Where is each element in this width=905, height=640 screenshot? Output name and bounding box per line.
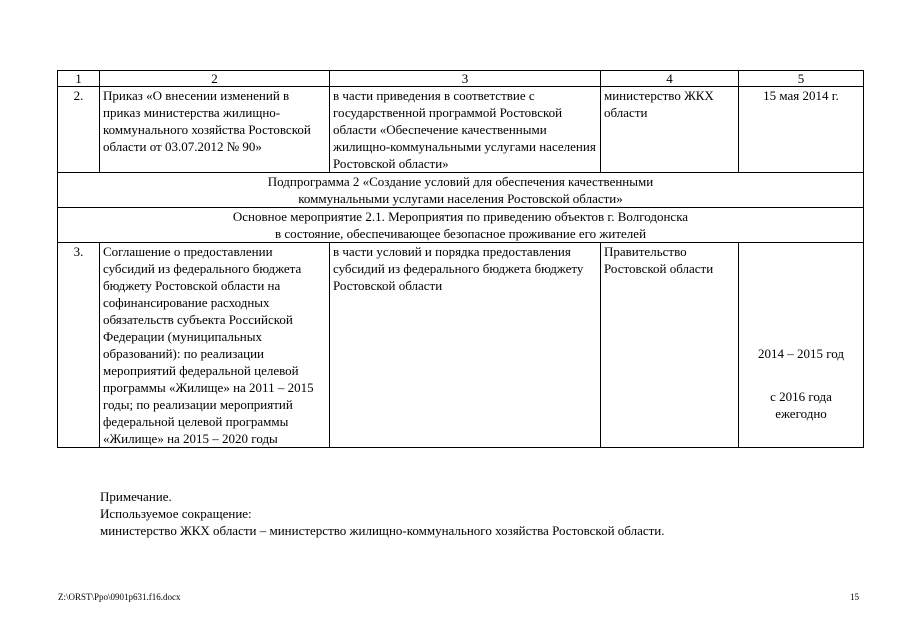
main-table xyxy=(57,70,864,448)
note-line-3: министерство ЖКХ области – министерство жилищно-коммунального хозяйства Ростовской области. xyxy=(100,523,665,538)
page-number: 15 xyxy=(850,592,859,602)
subprogram-title xyxy=(58,173,864,208)
subprogram-line-2: коммунальными услугами населения Ростовской области» xyxy=(298,191,623,206)
header-row xyxy=(58,71,864,87)
row-number: 3. xyxy=(58,243,100,448)
measure-title xyxy=(58,208,864,243)
note-line-2: Используемое сокращение: xyxy=(100,506,252,521)
subprogram-line-1: Подпрограмма 2 «Создание условий для обеспечения качественными xyxy=(267,174,654,189)
document-name: Приказ «О внесении изменений в приказ министерства жилищно-коммунального хозяйства Ростовской области от 03.07.2012 № 90» xyxy=(100,87,330,173)
table-row xyxy=(58,243,864,448)
col-header-4: 4 xyxy=(601,71,739,87)
document-scope: в части приведения в соответствие с государственной программой Ростовской области «Обеспечение качественными жилищно-коммунальными услугами населения Ростовской области» xyxy=(330,87,601,173)
subprogram-row xyxy=(58,173,864,208)
col-header-1: 1 xyxy=(58,71,100,87)
deadline-period: 2014 – 2015 год xyxy=(758,346,844,361)
measure-line-2: в состояние, обеспечивающее безопасное проживание его жителей xyxy=(274,226,647,241)
measure-line-1: Основное мероприятие 2.1. Мероприятия по приведению объектов г. Волгодонска xyxy=(232,209,689,224)
col-header-5: 5 xyxy=(739,71,864,87)
table-row xyxy=(58,87,864,173)
note-block xyxy=(100,488,665,539)
deadline-annual-line-2: ежегодно xyxy=(775,406,827,421)
measure-row xyxy=(58,208,864,243)
deadline-annual-line-1: с 2016 года xyxy=(770,389,832,404)
col-header-3: 3 xyxy=(330,71,601,87)
note-title: Примечание. xyxy=(100,489,172,504)
deadline xyxy=(739,243,864,448)
responsible-executor: Правительство Ростовской области xyxy=(601,243,739,448)
responsible-executor: министерство ЖКХ области xyxy=(601,87,739,173)
document-name: Соглашение о предоставлении субсидий из федерального бюджета бюджету Ростовской области на софинансирование расходных обязательств субъекта Российской Федерации (муниципальных образований): по реализации мероприятий федеральной целевой программы «Жилище» на 2011 – 2015 годы; по реализации мероприятий федеральной целевой программы «Жилище» на 2015 – 2020 годы xyxy=(100,243,330,448)
document-scope: в части условий и порядка предоставления субсидий из федерального бюджета бюджету Ростовской области xyxy=(330,243,601,448)
row-number: 2. xyxy=(58,87,100,173)
footer-file-path: Z:\ORST\Ppo\0901p631.f16.docx xyxy=(58,592,181,602)
col-header-2: 2 xyxy=(100,71,330,87)
deadline: 15 мая 2014 г. xyxy=(739,87,864,173)
